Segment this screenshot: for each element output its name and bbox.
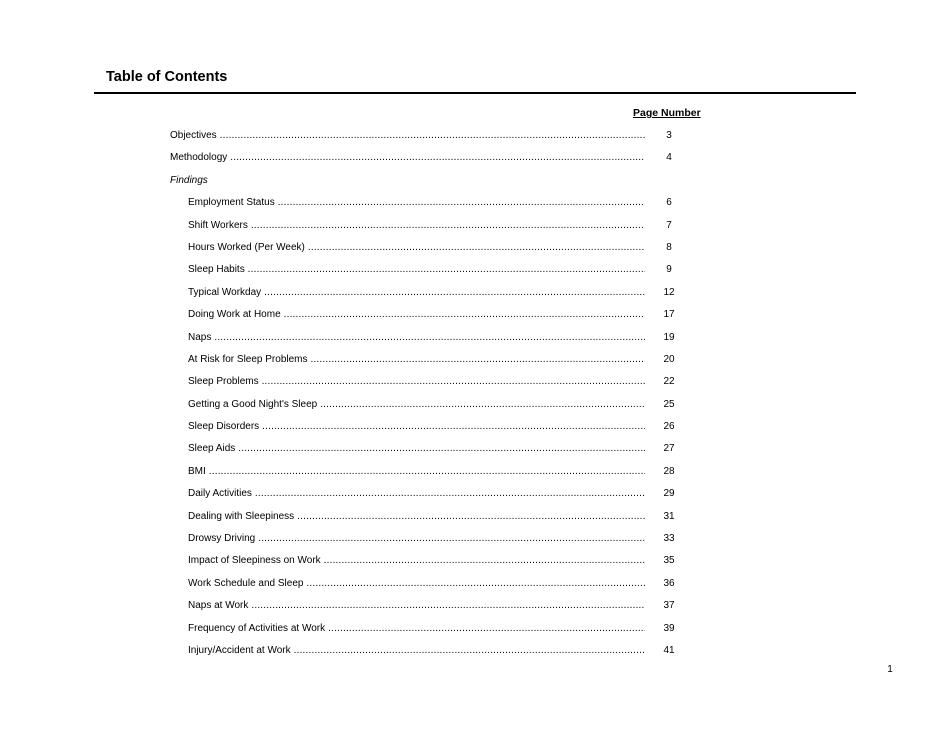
toc-entry-page: 20 [663,353,675,365]
toc-entry-daily-activities[interactable] [0,485,950,507]
toc-entry-page: 6 [666,197,672,209]
toc-entry-page: 35 [663,555,675,567]
title-divider [94,92,856,94]
toc-entry-label: Shift Workers [188,219,248,231]
toc-entry-frequency-of-activities-at-work[interactable] [0,620,950,642]
toc-entry-page: 12 [663,286,675,298]
toc-entry-label: Sleep Aids [188,443,236,455]
toc-entry-page: 3 [666,130,672,141]
toc-entry-label: Daily Activities [188,488,252,500]
page-title: Table of Contents [106,69,228,85]
toc-entry-page: 28 [663,465,675,477]
toc-entry-sleep-problems[interactable] [0,373,950,395]
toc-entry-work-schedule-and-sleep[interactable] [0,575,950,597]
toc-entry-sleep-aids[interactable] [0,440,950,462]
toc-entry-page: 17 [663,309,675,321]
toc-entry-label: Dealing with Sleepiness [188,510,295,522]
toc-entry-label: Sleep Disorders [188,421,260,433]
toc-entry-good-nights-sleep[interactable] [0,396,950,418]
toc-entry-methodology[interactable] [0,149,950,171]
toc-entry-employment-status[interactable] [0,194,950,216]
toc-entry-page: 27 [663,443,675,455]
toc-entry-label: Naps [188,331,212,343]
toc-entry-page: 25 [663,398,675,410]
toc-entry-at-risk-for-sleep-problems[interactable] [0,351,950,373]
toc-entry-objectives[interactable] [0,127,950,149]
toc-entry-page: 39 [663,622,675,634]
toc-entry-label: Work Schedule and Sleep [188,577,304,589]
toc-entry-label: Sleep Habits [188,264,245,276]
toc-entry-page: 37 [663,600,675,612]
toc-entry-page: 41 [663,644,675,656]
toc-entry-naps[interactable] [0,329,950,351]
page-number-column-header: Page Number [633,107,701,119]
toc-entry-page: 31 [663,510,675,522]
toc-entry-label: Objectives [170,130,217,141]
footer-page-number: 1 [887,664,893,675]
toc-entry-label: Injury/Accident at Work [188,644,291,656]
toc-entry-bmi[interactable] [0,463,950,485]
toc-entry-page: 7 [666,219,672,231]
toc-entry-drowsy-driving[interactable] [0,530,950,552]
toc-entry-label: Naps at Work [188,600,249,612]
toc-entry-doing-work-at-home[interactable] [0,306,950,328]
toc-entry-page: 19 [663,331,675,343]
toc-entry-page: 22 [663,376,675,388]
toc-entry-label: Typical Workday [188,286,262,298]
toc-entry-page: 26 [663,421,675,433]
toc-entry-page: 9 [666,264,672,276]
toc-entry-typical-workday[interactable] [0,284,950,306]
toc-entry-label: Drowsy Driving [188,533,256,545]
toc-entry-dealing-with-sleepiness[interactable] [0,508,950,530]
toc-entry-sleep-disorders[interactable] [0,418,950,440]
toc-entry-label: Employment Status [188,197,275,209]
toc-entry-impact-of-sleepiness-on-work[interactable] [0,552,950,574]
toc-list [0,127,950,664]
toc-entry-label: Sleep Problems [188,376,259,388]
toc-entry-label: Methodology [170,152,228,164]
toc-entry-naps-at-work[interactable] [0,597,950,619]
toc-entry-label: Getting a Good Night's Sleep [188,398,318,410]
toc-entry-page: 4 [666,152,672,164]
toc-entry-page: 36 [663,577,675,589]
toc-entry-shift-workers[interactable] [0,217,950,239]
toc-entry-page: 29 [663,488,675,500]
toc-section-findings [0,172,950,194]
toc-section-label: Findings [170,174,208,186]
toc-entry-label: Hours Worked (Per Week) [188,241,305,253]
toc-entry-label: BMI [188,465,206,477]
toc-entry-page: 8 [666,241,672,253]
toc-entry-label: Frequency of Activities at Work [188,622,326,634]
toc-entry-injury-accident-at-work[interactable] [0,642,950,664]
toc-entry-sleep-habits[interactable] [0,261,950,283]
toc-entry-label: At Risk for Sleep Problems [188,353,308,365]
toc-entry-page: 33 [663,533,675,545]
toc-entry-label: Impact of Sleepiness on Work [188,555,321,567]
toc-entry-label: Doing Work at Home [188,309,281,321]
toc-entry-hours-worked[interactable] [0,239,950,261]
